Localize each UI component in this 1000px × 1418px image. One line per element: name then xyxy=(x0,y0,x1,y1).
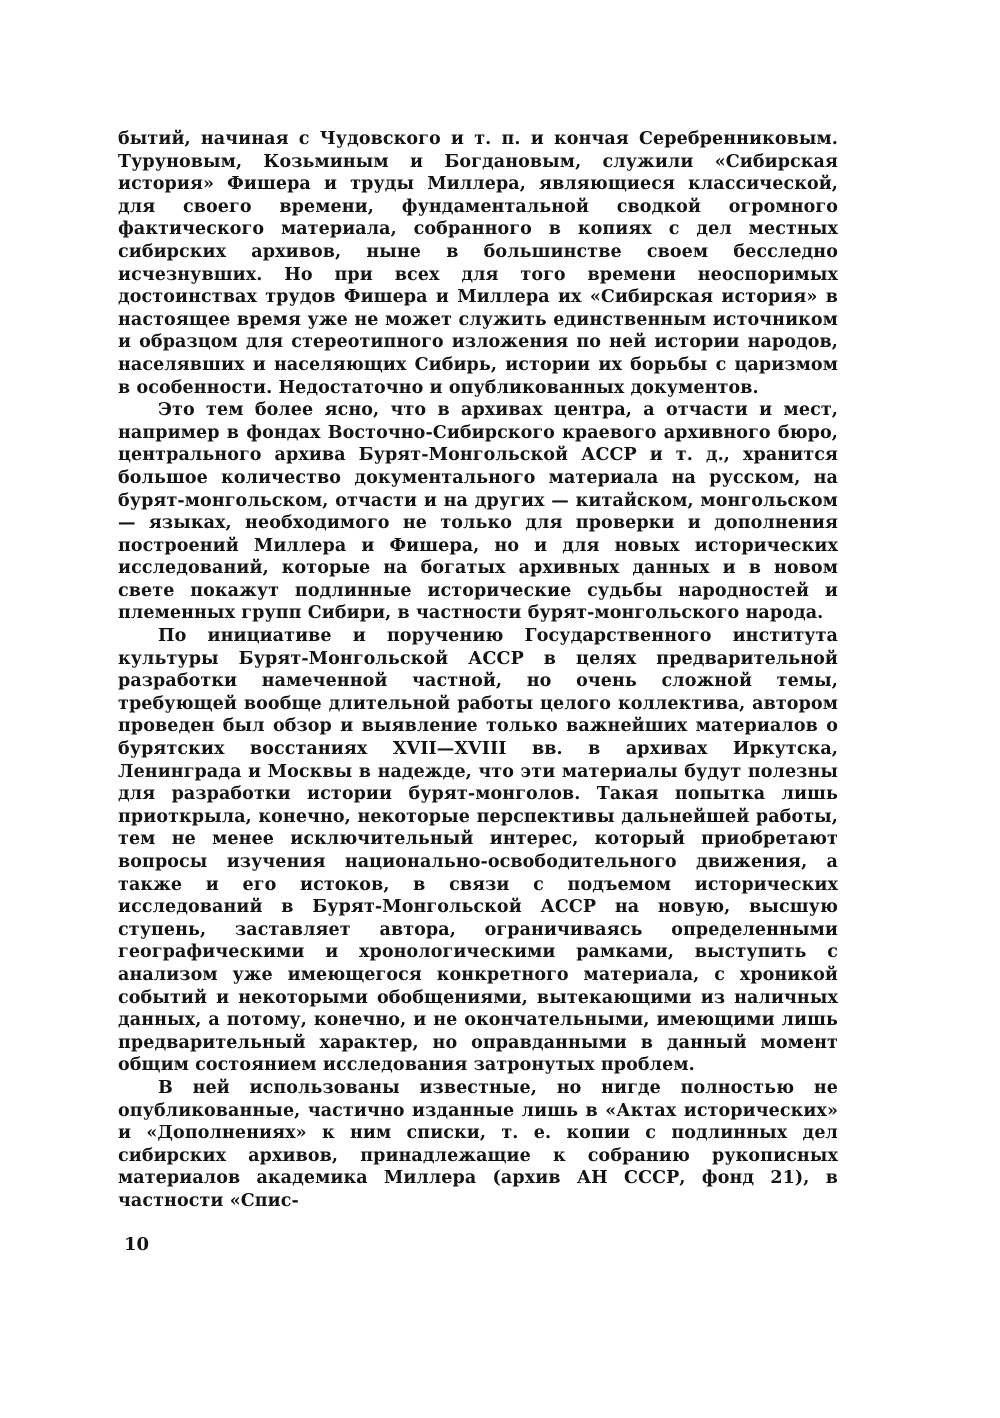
paragraph-2: Это тем более ясно, что в архивах центра, а отчасти и мест, например в фондах Восточно-Сибирского краевого архивного бюро, центрального архива Бурят-Монгольской АССР и т. д., хранится большое количество документального материала на русском, на бурят-монгольском, отчасти и на других — китайском, монгольском — языках, необходимого не только для проверки и дополнения построений Миллера и Фишера, но и для новых исторических исследований, которые на богатых архивных данных и в новом свете покажут подлинные исторические судьбы народностей и племенных групп Сибири, в частности бурят-монгольского народа. xyxy=(118,400,838,624)
paragraph-4: В ней использованы известные, но нигде полностью не опубликованные, частично изданные лишь в «Актах исторических» и «Дополнениях» к ним списки, т. е. копии с подлинных дел сибирских архивов, принадлежащие к собранию рукописных материалов академика Миллера (архив АН СССР, фонд 21), в частности «Спис- xyxy=(118,1077,838,1211)
page-number: 10 xyxy=(124,1234,150,1255)
body-text xyxy=(118,128,838,1213)
paragraph-3: По инициативе и поручению Государственного института культуры Бурят-Монгольской АССР в целях предварительной разработки намеченной частной, но очень сложной темы, требующей вообще длительной работы целого коллектива, автором проведен был обзор и выявление только важнейших материалов о бурятских восстаниях XVII—XVIII вв. в архивах Иркутска, Ленинграда и Москвы в надежде, что эти материалы будут полезны для разработки истории бурят-монголов. Такая попытка лишь приоткрыла, конечно, некоторые перспективы дальнейшей работы, тем не менее исключительный интерес, который приобретают вопросы изучения национально-освободительного движения, а также и его истоков, в связи с подъемом исторических исследований в Бурят-Монгольской АССР на новую, высшую ступень, заставляет автора, ограничиваясь определенными географическими и хронологическими рамками, выступить с анализом уже имеющегося конкретного материала, с хроникой событий и некоторыми обобщениями, вытекающими из наличных данных, а потому, конечно, и не окончательными, имеющими лишь предварительный характер, но оправданными в данный момент общим состоянием исследования затронутых проблем. xyxy=(118,626,838,1076)
paragraph-1: бытий, начиная с Чудовского и т. п. и кончая Серебренниковым. Туруновым, Козьминым и Богдановым, служили «Сибирская история» Фишера и труды Миллера, являющиеся классической, для своего времени, фундаментальной сводкой огромного фактического материала, собранного в копиях с дел местных сибирских архивов, ныне в большинстве своем бесследно исчезнувших. Но при всех для того времени неоспоримых достоинствах трудов Фишера и Миллера их «Сибирская история» в настоящее время уже не может служить единственным источником и образцом для стереотипного изложения по ней истории народов, населявших и населяющих Сибирь, истории их борьбы с царизмом в особенности. Недостаточно и опубликованных документов. xyxy=(118,129,838,398)
